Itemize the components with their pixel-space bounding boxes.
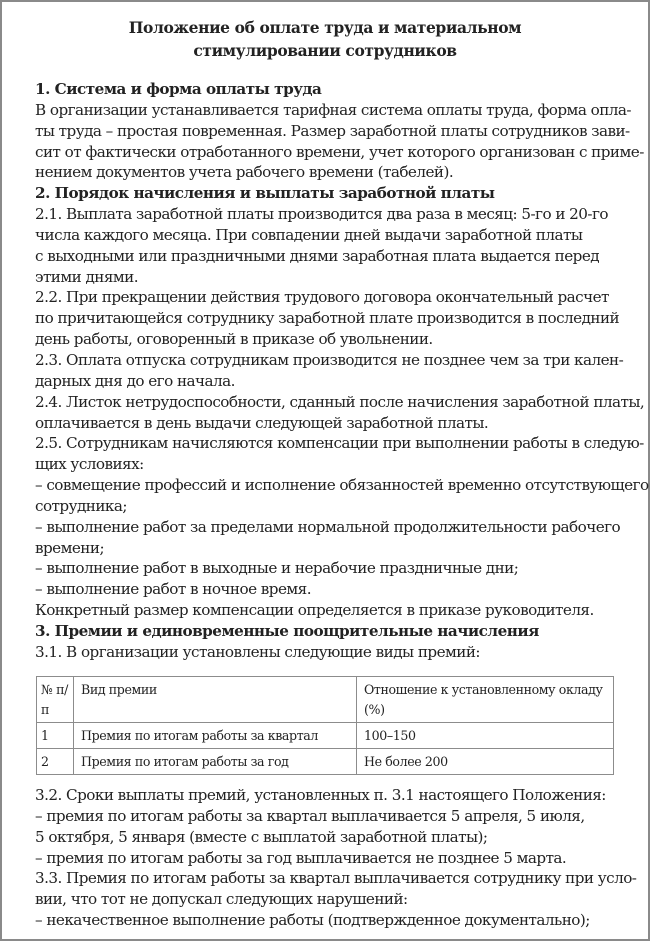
table-row: [37, 723, 614, 749]
cell-ratio: 100–150: [357, 723, 614, 749]
paragraph-line: В организации устанавливается тарифная система оплаты труда, форма опла-: [35, 100, 631, 119]
paragraph-line: сотрудника;: [35, 496, 127, 515]
paragraph-line: 3.3. Премия по итогам работы за квартал выплачивается сотруднику при усло-: [35, 869, 637, 888]
paragraph-line: 2.1. Выплата заработной платы производится два раза в месяц: 5-го и 20-го: [35, 205, 608, 224]
table-header-row: [37, 677, 614, 723]
paragraph-line: 5 октября, 5 января (вместе с выплатой заработной платы);: [35, 827, 488, 846]
paragraph-line: с выходными или праздничными днями заработная плата выдается перед: [35, 246, 600, 265]
paragraph-line: 2.2. При прекращении действия трудового договора окончательный расчет: [35, 288, 609, 307]
cell-bonus-type: Премия по итогам работы за квартал: [74, 723, 357, 749]
paragraph-line: нением документов учета рабочего времени (табелей).: [35, 163, 454, 182]
paragraph-line: 3.2. Сроки выплаты премий, установленных п. 3.1 настоящего Положения:: [35, 786, 606, 804]
paragraph-line: – выполнение работ за пределами нормальной продолжительности рабочего: [35, 517, 621, 536]
paragraph-line: 2.4. Листок нетрудоспособности, сданный после начисления заработной платы,: [35, 392, 645, 411]
header-ratio: Отношение к установленному окладу (%): [357, 677, 614, 723]
paragraph-line: этими днями.: [35, 267, 139, 286]
section-heading: 3. Премии и единовременные поощрительные начисления: [35, 621, 539, 640]
paragraph-line: вии, что тот не допускал следующих нарушений:: [35, 890, 408, 909]
paragraph-line: 2.5. Сотрудникам начисляются компенсации при выполнении работы в следую-: [35, 434, 644, 453]
body-text-sections-1-3: [35, 79, 649, 663]
paragraph-line: дарных дня до его начала.: [35, 371, 235, 390]
paragraph-line: 2.3. Оплата отпуска сотрудникам производится не позднее чем за три кален-: [35, 350, 624, 369]
paragraph-line: ты труда – простая повременная. Размер заработной платы сотрудников зави-: [35, 121, 630, 140]
bonus-types-table: [36, 676, 614, 775]
cell-number: 1: [37, 723, 74, 749]
paragraph-line: – выполнение работ в выходные и нерабочие праздничные дни;: [35, 559, 519, 578]
paragraph-line: Конкретный размер компенсации определяется в приказе руководителя.: [35, 601, 594, 620]
paragraph-line: – выполнение работ в ночное время.: [35, 580, 311, 599]
cell-bonus-type: Премия по итогам работы за год: [74, 749, 357, 775]
title-line-1: Положение об оплате труда и материальном: [128, 18, 522, 37]
paragraph-line: – премия по итогам работы за квартал выплачивается 5 апреля, 5 июля,: [35, 806, 585, 825]
paragraph-line: щих условиях:: [35, 455, 144, 474]
paragraph-line: времени;: [35, 538, 105, 557]
document-title: [2, 16, 648, 62]
paragraph-line: числа каждого месяца. При совпадении дней выдачи заработной платы: [35, 225, 583, 244]
paragraph-line: по причитающейся сотруднику заработной плате производится в последний: [35, 309, 620, 328]
cell-number: 2: [37, 749, 74, 775]
section-heading: 1. Система и форма оплаты труда: [35, 80, 322, 98]
cell-ratio: Не более 200: [357, 749, 614, 775]
paragraph-line: день работы, оговоренный в приказе об увольнении.: [35, 330, 433, 349]
body-text-sections-3-2-3-3: [35, 785, 637, 931]
paragraph-line: 3.1. В организации установлены следующие виды премий:: [35, 642, 480, 661]
header-number: № п/п: [37, 677, 74, 723]
paragraph-line: – премия по итогам работы за год выплачивается не позднее 5 марта.: [35, 848, 567, 867]
paragraph-line: – совмещение профессий и исполнение обязанностей временно отсутствующего: [35, 476, 649, 495]
table-row: [37, 749, 614, 775]
paragraph-line: сит от фактически отработанного времени, учет которого организован с приме-: [35, 142, 644, 161]
title-line-2: стимулировании сотрудников: [193, 41, 457, 60]
paragraph-line: – некачественное выполнение работы (подтвержденное документально);: [35, 911, 590, 930]
section-heading: 2. Порядок начисления и выплаты заработной платы: [35, 184, 495, 203]
header-bonus-type: Вид премии: [74, 677, 357, 723]
paragraph-line: оплачивается в день выдачи следующей заработной платы.: [35, 413, 489, 432]
